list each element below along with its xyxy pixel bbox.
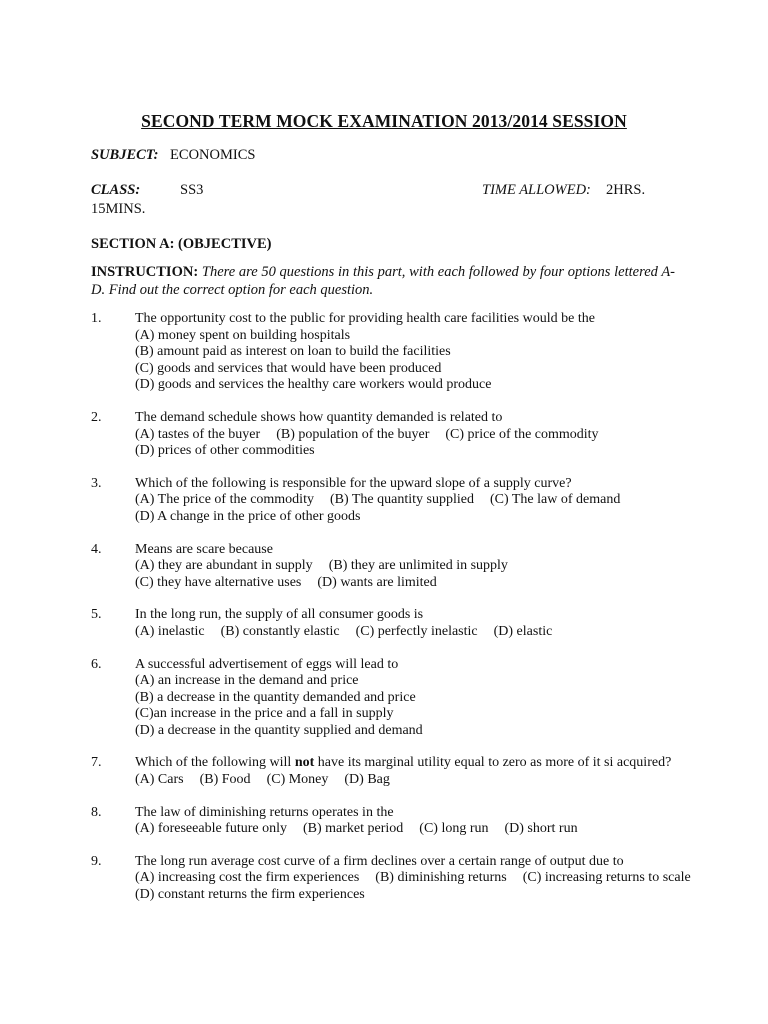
option-row: [135, 361, 691, 378]
question-item: [91, 755, 691, 788]
question-item: [91, 657, 691, 740]
option-row: [135, 575, 691, 592]
option: (C) Money: [266, 772, 329, 788]
option: (D) a decrease in the quantity supplied and demand: [135, 722, 423, 738]
option: (B) amount paid as interest on loan to build the facilities: [135, 344, 451, 360]
question-number: 5.: [91, 607, 102, 623]
option-row: [135, 427, 691, 444]
subject-label: SUBJECT:: [91, 147, 159, 163]
page-title: SECOND TERM MOCK EXAMINATION 2013/2014 SESSION: [141, 111, 627, 131]
option: (A) an increase in the demand and price: [135, 673, 359, 689]
option-row: [135, 821, 691, 838]
option: (D) constant returns the firm experiences: [135, 887, 365, 903]
option: (D) short run: [504, 821, 578, 837]
instruction-label: INSTRUCTION:: [91, 264, 199, 280]
question-number: 7.: [91, 755, 102, 771]
option-row: [135, 624, 691, 641]
option: (B) population of the buyer: [276, 426, 430, 442]
option: (B) diminishing returns: [375, 870, 507, 886]
question-item: [91, 311, 691, 394]
option: (A) they are abundant in supply: [135, 558, 313, 574]
question-text-part: have its marginal utility equal to zero as more of it si acquired?: [314, 755, 672, 771]
class-line: [91, 182, 691, 199]
question-text: The law of diminishing returns operates in the: [135, 804, 394, 820]
option: (C) they have alternative uses: [135, 574, 302, 590]
option-row: [135, 673, 691, 690]
option-row: [135, 887, 691, 904]
option: (A) tastes of the buyer: [135, 426, 261, 442]
option-row: [135, 344, 691, 361]
option: (C) price of the commodity: [445, 426, 599, 442]
question-item: [91, 805, 691, 838]
question-item: [91, 854, 691, 904]
option-row: [135, 723, 691, 740]
option: (C) goods and services that would have been produced: [135, 360, 442, 376]
option: (D) goods and services the healthy care workers would produce: [135, 377, 492, 393]
class-value: SS3: [180, 182, 204, 198]
option: (C) perfectly inelastic: [355, 623, 478, 639]
section-title: SECTION A: (OBJECTIVE): [91, 236, 272, 252]
question-text: Which of the following is responsible for the upward slope of a supply curve?: [135, 475, 572, 491]
option: (B) a decrease in the quantity demanded and price: [135, 689, 416, 705]
option: (C) The law of demand: [489, 492, 621, 508]
time-allowed-value: 2HRS.: [606, 182, 646, 198]
time-allowed-label: TIME ALLOWED:: [482, 182, 591, 198]
question-number: 6.: [91, 656, 102, 672]
question-text: The long run average cost curve of a firm declines over a certain range of output due to: [135, 853, 624, 869]
option: (A) money spent on building hospitals: [135, 327, 351, 343]
option-row: [135, 706, 691, 723]
question-list: [91, 311, 691, 904]
question-number: 3.: [91, 475, 102, 491]
option: (D) elastic: [493, 623, 553, 639]
subject-line: [91, 147, 255, 164]
question-body: [135, 854, 691, 904]
option-row: [135, 328, 691, 345]
question-text: Means are scare because: [135, 541, 273, 557]
question-emphasis: not: [294, 755, 315, 771]
question-number: 2.: [91, 409, 102, 425]
question-body: [135, 542, 691, 592]
option: (A) Cars: [135, 772, 184, 788]
question-number: 1.: [91, 311, 102, 326]
option-row: [135, 509, 691, 526]
option: (B) constantly elastic: [220, 623, 340, 639]
option: (B) Food: [199, 772, 251, 788]
option: (D) wants are limited: [317, 574, 437, 590]
subject-value: ECONOMICS: [170, 147, 256, 163]
question-item: [91, 410, 691, 460]
option: (B) market period: [302, 821, 404, 837]
option: (A) increasing cost the firm experiences: [135, 870, 360, 886]
question-text: The demand schedule shows how quantity demanded is related to: [135, 409, 503, 425]
question-text: A successful advertisement of eggs will lead to: [135, 656, 399, 672]
option: (B) The quantity supplied: [329, 492, 474, 508]
question-number: 4.: [91, 541, 102, 557]
option: (C) long run: [419, 821, 489, 837]
instruction-text: There are 50 questions in this part, with each followed by four options lettered A- D. Find out the correct option for each question.: [91, 264, 676, 298]
option-row: [135, 492, 691, 509]
question-body: [135, 410, 691, 460]
question-body: [135, 311, 691, 394]
option: (C) increasing returns to scale: [522, 870, 691, 886]
question-number: 8.: [91, 804, 102, 820]
option: (D) prices of other commodities: [135, 443, 315, 459]
question-number: 9.: [91, 853, 102, 869]
question-text: The opportunity cost to the public for providing health care facilities would be the: [135, 311, 595, 326]
question-text-part: Which of the following will: [135, 755, 295, 771]
option-row: [135, 377, 691, 394]
option: (A) inelastic: [135, 623, 205, 639]
question-text: In the long run, the supply of all consumer goods is: [135, 607, 424, 623]
question-body: [135, 657, 691, 740]
option-row: [135, 772, 691, 789]
question-item: [91, 542, 691, 592]
option: (D) Bag: [344, 772, 390, 788]
question-body: [135, 755, 691, 788]
option-row: [135, 443, 691, 460]
question-body: [135, 607, 691, 640]
option: (A) The price of the commodity: [135, 492, 314, 508]
option-row: [135, 558, 691, 575]
class-label: CLASS:: [91, 182, 141, 198]
option: (D) A change in the price of other goods: [135, 508, 361, 524]
question-text: [135, 755, 691, 772]
instruction: [91, 263, 675, 299]
time-allowed-continued: 15MINS.: [91, 201, 146, 217]
question-item: [91, 476, 691, 526]
option: (B) they are unlimited in supply: [328, 558, 508, 574]
question-body: [135, 805, 691, 838]
question-body: [135, 476, 691, 526]
option: (C)an increase in the price and a fall in supply: [135, 706, 394, 722]
option-row: [135, 690, 691, 707]
option-row: [135, 870, 691, 887]
option: (A) foreseeable future only: [135, 821, 287, 837]
question-item: [91, 607, 691, 640]
